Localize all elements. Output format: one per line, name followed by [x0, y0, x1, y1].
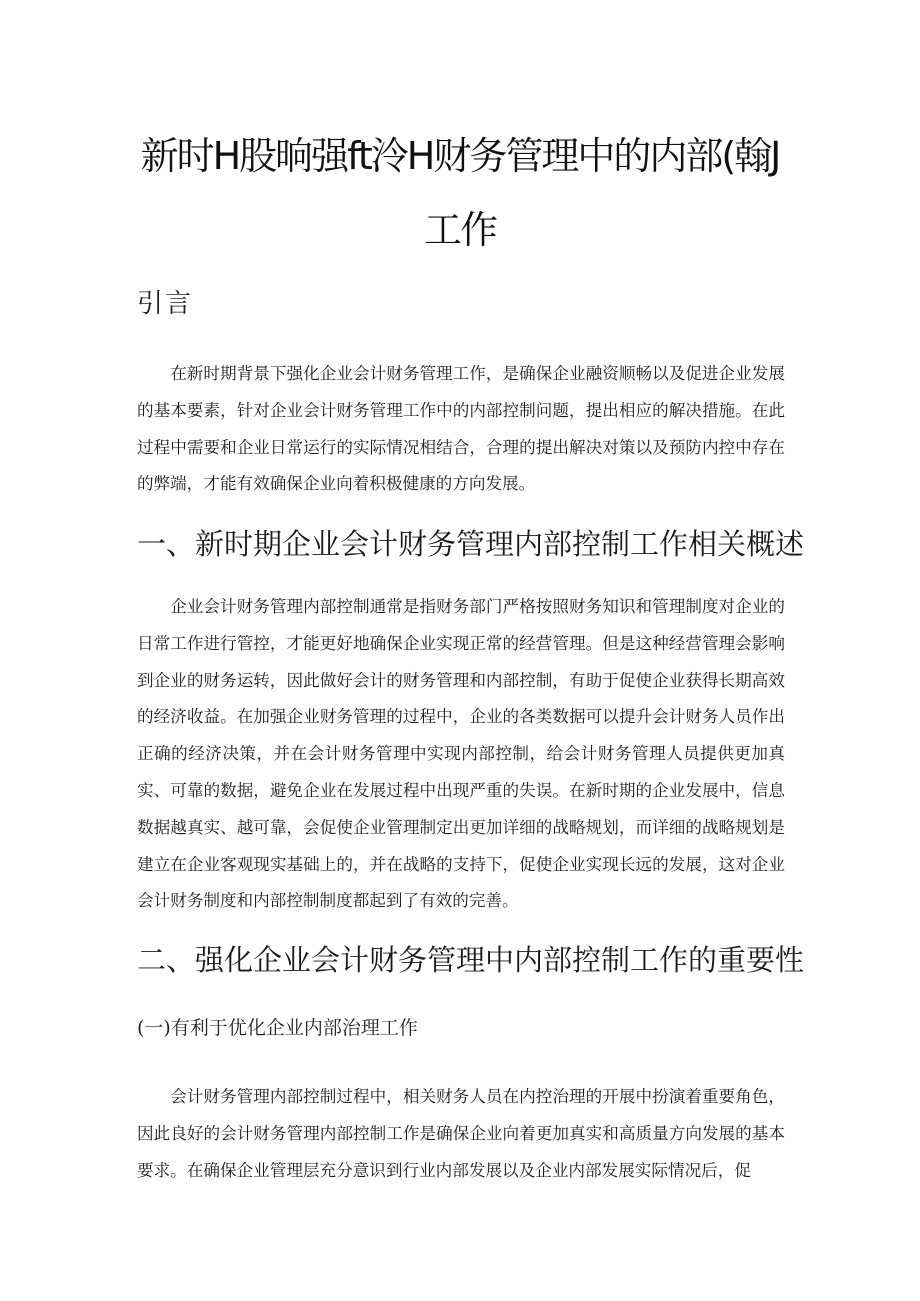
intro-heading: 引言 — [137, 289, 194, 319]
section-2-heading: 二、强化企业会计财务管理中内部控制工作的重要性 — [137, 943, 805, 977]
section-1-paragraph: 企业会计财务管理内部控制通常是指财务部门严格按照财务知识和管理制度对企业的日常工作进行管控，才能更好地确保企业实现正常的经营管理。但是这种经营管理会影响到企业的财务运转，因此做好会计的财务管理和内部控制，有助于促使企业获得长期高效的经济收益。在加强企业财务管理的过程中，企业的各类数据可以提升会计财务人员作出正确的经济决策，并在会计财务管理中实现内部控制，给会计财务管理人员提供更加真实、可靠的数据，避免企业在发展过程中出现严重的失误。在新时期的企业发展中，信息数据越真实、越可靠，会促使企业管理制定出更加详细的战略规划，而详细的战略规划是建立在企业客观现实基础上的，并在战略的支持下，促使企业实现长远的发展，这对企业会计财务制度和内部控制制度都起到了有效的完善。 — [137, 597, 785, 911]
intro-paragraph: 在新时期背景下强化企业会计财务管理工作，是确保企业融资顺畅以及促进企业发展的基本要素，针对企业会计财务管理工作中的内部控制问题，提出相应的解决措施。在此过程中需要和企业日常运行的实际情况相结合，合理的提出解决对策以及预防内控中存在的弊端，才能有效确保企业向着积极健康的方向发展。 — [137, 364, 785, 494]
document-title-line-2: 工作 — [423, 208, 496, 252]
section-1-heading: 一、新时期企业会计财务管理内部控制工作相关概述 — [137, 527, 805, 561]
document-title-line-1: 新时H股晌强ft泠H财务管理中的内部(翰J — [140, 134, 780, 178]
section-2-sub-1-paragraph: 会计财务管理内部控制过程中，相关财务人员在内控治理的开展中扮演着重要角色，因此良好的会计财务管理内部控制工作是确保企业向着更加真实和高质量方向发展的基本要求。在确保企业管理层充分意识到行业内部发展以及企业内部发展实际情况后，促 — [137, 1087, 785, 1180]
section-2-subheading-1: (一)有利于优化企业内部治理工作 — [137, 1017, 418, 1039]
